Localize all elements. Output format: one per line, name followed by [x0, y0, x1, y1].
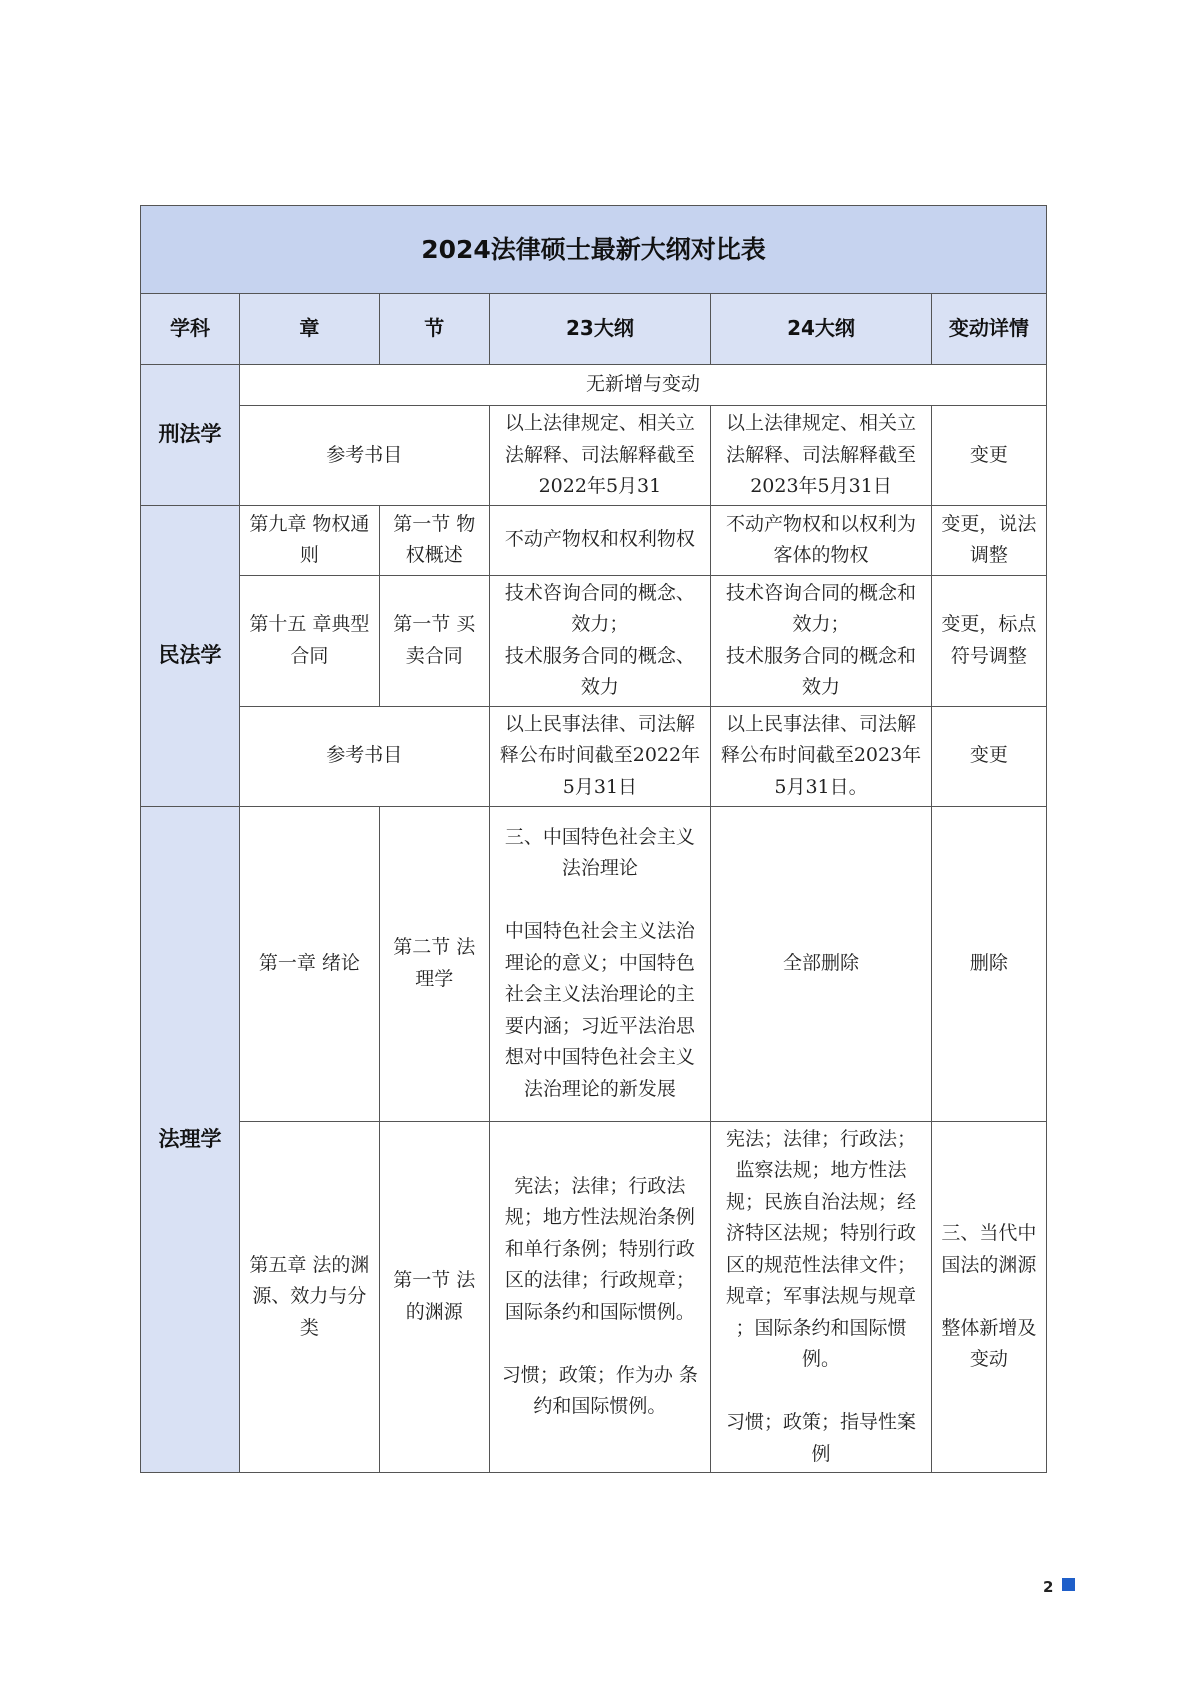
juris-row1-old: [489, 806, 711, 1121]
civil-ref-new: 以上民事法律、司法解释公布时间截至2023年5月31日。: [711, 706, 932, 806]
outline-comparison-table: [140, 205, 1047, 1473]
juris-row2-old-p2: 习惯；政策；作为办 条约和国际惯例。: [501, 1363, 698, 1418]
juris-row2-new-p2: 习惯；政策；指导性案例: [726, 1411, 917, 1465]
paragraph-gap: [717, 1376, 925, 1408]
paragraph-gap: [496, 885, 705, 917]
criminal-no-change: 无新增与变动: [239, 365, 1046, 406]
civil-row2-change: 变更，标点符号调整: [931, 575, 1046, 706]
juris-row1-old-body: 中国特色社会主义法治理论的意义；中国特色社会主义法治理论的主要内涵；习近平法治思想对中国特色社会主义法治理论的新发展: [504, 920, 695, 1100]
juris-row2-old: [489, 1121, 711, 1473]
juris-row2-change-p1: 三、当代中国法的渊源: [941, 1222, 1037, 1276]
civil-row2-new: [711, 575, 932, 706]
table-title: 2024法律硕士最新大纲对比表: [141, 206, 1047, 294]
juris-row2-old-p1: 宪法；法律；行政法规；地方性法规治条例和单行条例；特别行政区的法律；行政规章；国际条约和国际惯例。: [504, 1174, 695, 1323]
juris-row1-new: 全部删除: [711, 806, 932, 1121]
subject-jurisprudence: 法理学: [141, 806, 240, 1473]
civil-ref-change: 变更: [931, 706, 1046, 806]
subject-civil-law: 民法学: [141, 505, 240, 806]
juris-row1-section: 第二节 法理学: [379, 806, 489, 1121]
criminal-ref-change: 变更: [931, 406, 1046, 506]
juris-row1-chapter: 第一章 绪论: [239, 806, 379, 1121]
paragraph-gap: [938, 1281, 1040, 1313]
paragraph-gap: [496, 1328, 705, 1360]
juris-row2-new-p1: 宪法；法律；行政法；监察法规；地方性法规；民族自治法规；经济特区法规；特别行政区的规范性法律文件；规章；军事法规与规章 ；国际条约和国际惯例。: [726, 1127, 917, 1370]
juris-row2-chapter: 第五章 法的渊源、效力与分类: [239, 1121, 379, 1473]
juris-row2-section: 第一节 法的渊源: [379, 1121, 489, 1473]
civil-row2-new-line2: 技术服务合同的概念和效力: [726, 644, 917, 698]
page-marker-square: [1062, 1578, 1075, 1591]
header-outline-23: 23大纲: [489, 294, 711, 365]
civil-row2-old-line1: 技术咨询合同的概念、效力；: [504, 581, 695, 635]
juris-row1-old-heading: 三、中国特色社会主义法治理论: [504, 825, 695, 880]
juris-row2-change-p2: 整体新增及变动: [941, 1316, 1037, 1370]
civil-row1-chapter: 第九章 物权通则: [239, 505, 379, 575]
criminal-ref-old: 以上法律规定、相关立法解释、司法解释截至2022年5月31: [489, 406, 711, 506]
page-number: 2: [1043, 1578, 1054, 1596]
civil-row2-old: [489, 575, 711, 706]
civil-row1-section: 第一节 物权概述: [379, 505, 489, 575]
civil-row1-old: 不动产物权和权利物权: [489, 505, 711, 575]
criminal-ref-label: 参考书目: [239, 406, 489, 506]
subject-criminal-law: 刑法学: [141, 365, 240, 506]
juris-row2-new: [711, 1121, 932, 1473]
criminal-ref-new: 以上法律规定、相关立法解释、司法解释截至2023年5月31日: [711, 406, 932, 506]
header-change-detail: 变动详情: [931, 294, 1046, 365]
juris-row1-change: 删除: [931, 806, 1046, 1121]
civil-row2-section: 第一节 买卖合同: [379, 575, 489, 706]
civil-row2-chapter: 第十五 章典型合同: [239, 575, 379, 706]
civil-row1-change: 变更，说法调整: [931, 505, 1046, 575]
civil-ref-label: 参考书目: [239, 706, 489, 806]
civil-row2-new-line1: 技术咨询合同的概念和效力；: [726, 581, 917, 635]
civil-row2-old-line2: 技术服务合同的概念、效力: [504, 644, 695, 698]
header-outline-24: 24大纲: [711, 294, 932, 365]
juris-row2-change: [931, 1121, 1046, 1473]
header-chapter: 章: [239, 294, 379, 365]
civil-row1-new: 不动产物权和以权利为客体的物权: [711, 505, 932, 575]
header-section: 节: [379, 294, 489, 365]
civil-ref-old: 以上民事法律、司法解释公布时间截至2022年5月31日: [489, 706, 711, 806]
header-subject: 学科: [141, 294, 240, 365]
